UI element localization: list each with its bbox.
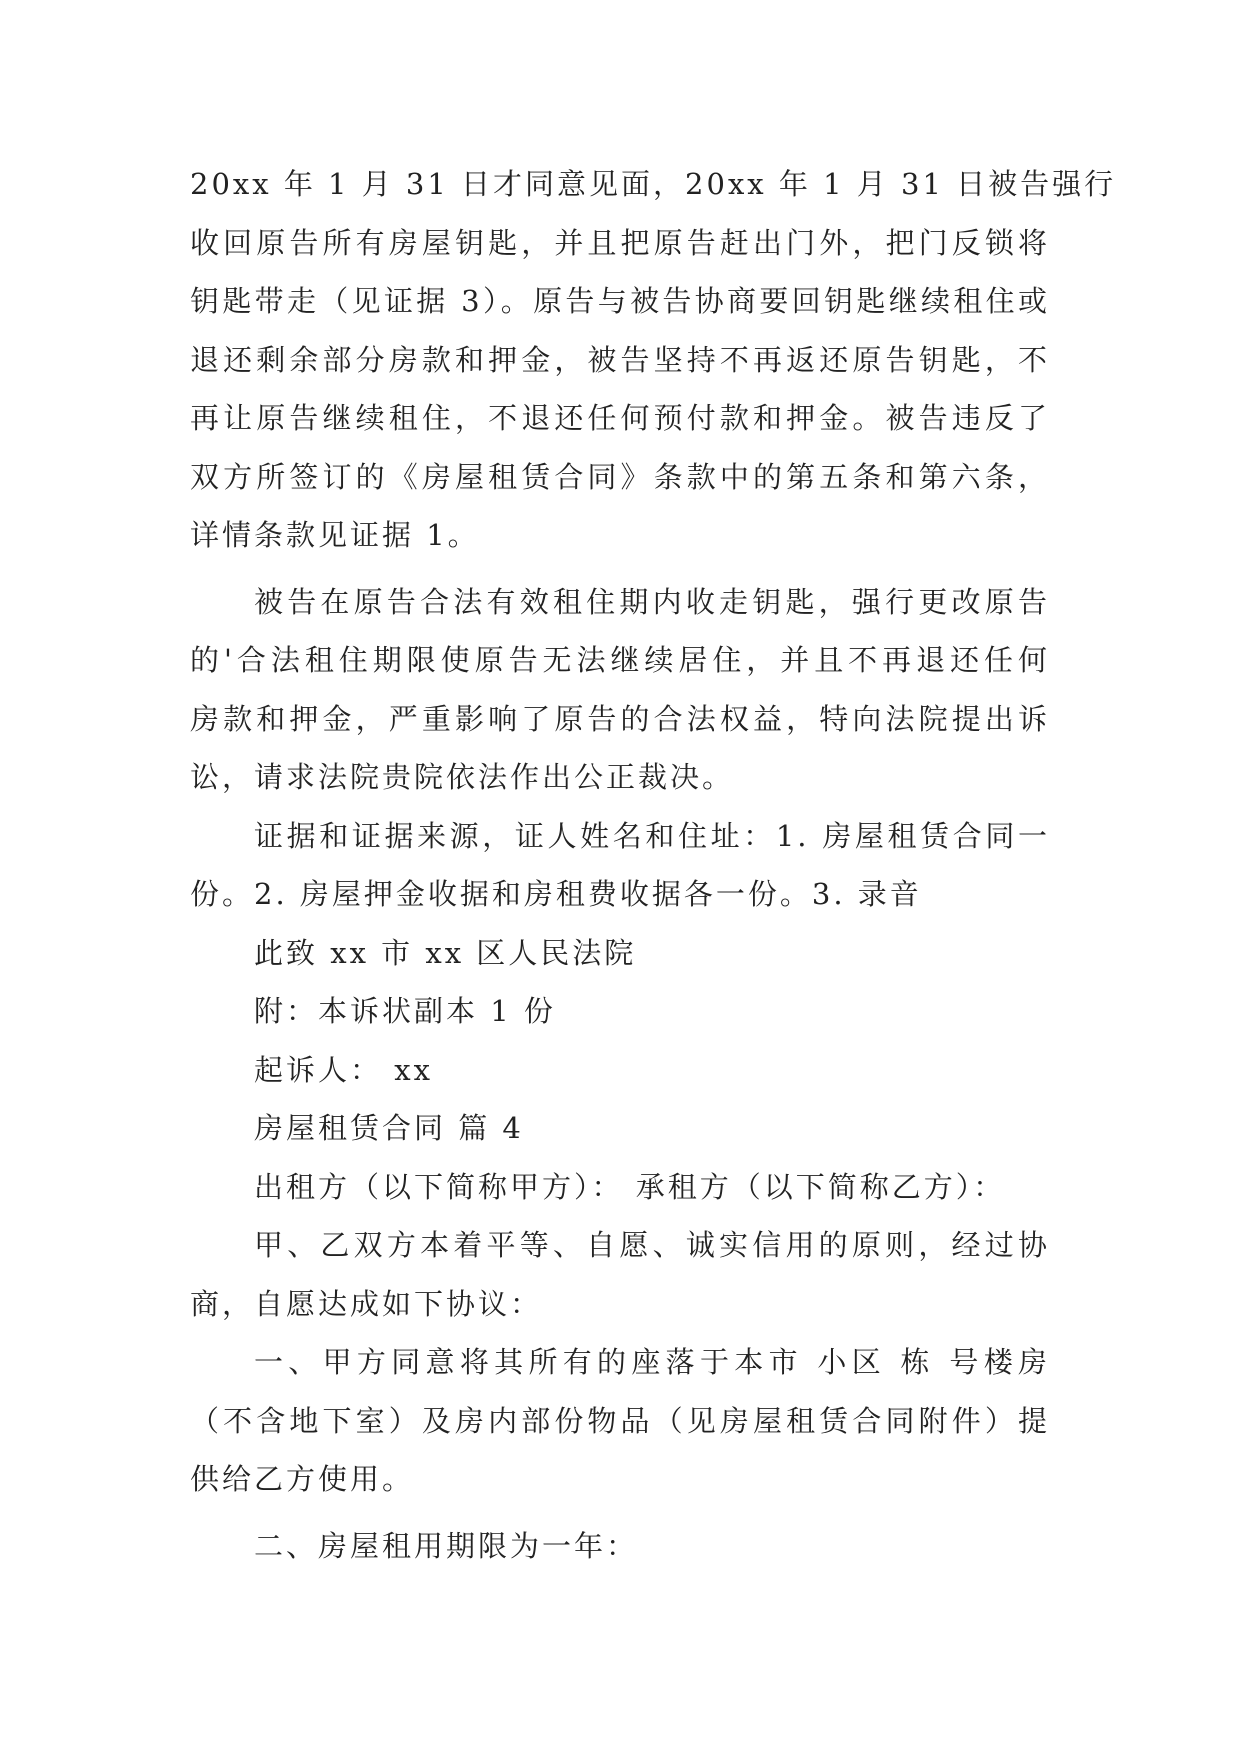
paragraph-agreement-intro — [190, 1216, 1050, 1333]
text-line: 供给乙方使用。 — [190, 1462, 415, 1496]
text-line: 商，自愿达成如下协议： — [190, 1286, 543, 1321]
text-line: 被告在原告合法有效租住期内收走钥匙，强行更改原告 — [254, 584, 1050, 619]
text-line: （不含地下室）及房内部份物品（见房屋租赁合同附件）提 — [190, 1403, 1050, 1438]
text-line: 退还剩余部分房款和押金，被告坚持不再返还原告钥匙，不 — [190, 342, 1050, 377]
paragraph-clause-1 — [190, 1333, 1050, 1509]
attachment-line: 附：本诉状副本 1 份 — [254, 994, 556, 1028]
plaintiff-line: 起诉人： xx — [254, 1052, 433, 1087]
text-line: 份。2. 房屋押金收据和房租费收据各一份。3. 录音 — [190, 877, 922, 911]
text-line: 收回原告所有房屋钥匙，并且把原告赶出门外，把门反锁将 — [190, 225, 1050, 260]
text-line: 20xx 年 1 月 31 日才同意见面，20xx 年 1 月 31 日被告强行 — [190, 167, 1117, 201]
paragraph-evidence — [190, 807, 1050, 924]
text-line: 再让原告继续租住，不退还任何预付款和押金。被告违反了 — [190, 401, 1050, 435]
text-line: 甲、乙双方本着平等、自愿、诚实信用的原则，经过协 — [254, 1228, 1050, 1262]
section-title: 房屋租赁合同 篇 4 — [254, 1111, 524, 1145]
text-line: 一、甲方同意将其所有的座落于本市 小区 栋 号楼房 — [254, 1345, 1050, 1379]
paragraph-claim — [190, 573, 1050, 807]
text-line: 钥匙带走（见证据 3）。原告与被告协商要回钥匙继续租住或 — [190, 284, 1050, 318]
paragraph-complaint-facts — [190, 155, 1117, 565]
text-line: 双方所签订的《房屋租赁合同》条款中的第五条和第六条， — [190, 459, 1050, 494]
clause-2-line: 二、房屋租用期限为一年： — [254, 1528, 639, 1563]
text-line: 房款和押金，严重影响了原告的合法权益，特向法院提出诉 — [190, 701, 1050, 736]
text-line: 讼，请求法院贵院依法作出公正裁决。 — [190, 760, 735, 794]
text-line: 的'合法租住期限使原告无法继续居住，并且不再退还任何 — [190, 643, 1050, 677]
parties-line: 出租方（以下简称甲方）： 承租方（以下简称乙方）： — [254, 1169, 1006, 1204]
document-body — [190, 155, 1117, 1575]
addressee-line: 此致 xx 市 xx 区人民法院 — [254, 935, 637, 970]
text-line: 证据和证据来源，证人姓名和住址：1. 房屋租赁合同一 — [254, 818, 1050, 853]
text-line: 详情条款见证据 1。 — [190, 518, 480, 552]
